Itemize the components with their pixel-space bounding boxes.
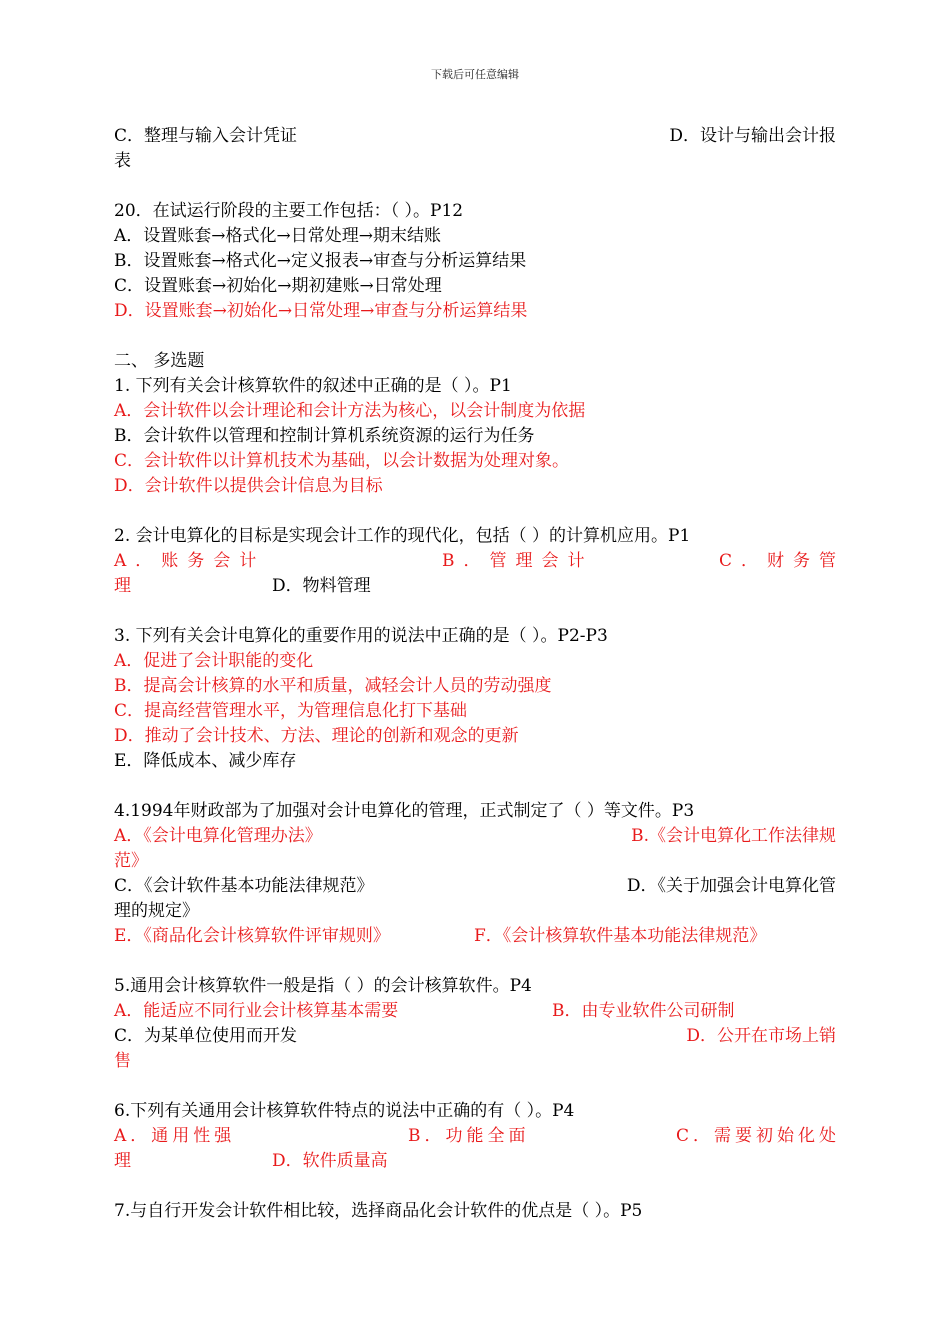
m5-options-row-1 [114, 999, 836, 1024]
q19-option-d-cont: 表 [114, 151, 131, 171]
m5-option-b-answer: B．由专业软件公司研制 [552, 1001, 735, 1021]
m3-option-b-answer: B．提高会计核算的水平和质量，减轻会计人员的劳动强度 [114, 676, 552, 696]
m7-question: 7.与自行开发会计软件相比较，选择商品化会计软件的优点是（ ）。P5 [114, 1201, 643, 1221]
m3-question: 3. 下列有关会计电算化的重要作用的说法中正确的是（ ）。P2-P3 [114, 626, 608, 646]
m6-option-c-cont: 理 [114, 1151, 131, 1171]
m6-option-c-answer: C．需要初始化处 [675, 1126, 840, 1146]
m3-option-e: E．降低成本、减少库存 [114, 751, 297, 771]
m1-option-d-answer: D．会计软件以提供会计信息为目标 [114, 476, 383, 496]
m4-options-row-3 [114, 924, 836, 949]
m6-question: 6.下列有关通用会计核算软件特点的说法中正确的有（ ）。P4 [114, 1101, 575, 1121]
q20-option-a: A．设置账套→格式化→日常处理→期末结账 [114, 226, 442, 246]
m4-question: 4.1994年财政部为了加强对会计电算化的管理，正式制定了（ ）等文件。P3 [114, 801, 695, 821]
m2-option-b-answer: B．管理会计 [442, 551, 594, 571]
m5-option-d-cont: 售 [114, 1051, 131, 1071]
m6-option-a-answer: A．通用性强 [114, 1126, 236, 1146]
m4-option-b-cont: 范》 [114, 851, 148, 871]
m4-option-d: D．《关于加强会计电算化管 [626, 876, 836, 896]
section-heading-multiple-choice: 二、 多选题 [114, 351, 205, 371]
q20-option-d-answer: D．设置账套→初始化→日常处理→审查与分析运算结果 [114, 301, 528, 321]
m6-options-row-2 [114, 1149, 836, 1174]
page-header: 下载后可任意编辑 [431, 68, 519, 81]
m4-option-c: C．《会计软件基本功能法律规范》 [114, 876, 374, 896]
m3-option-a-answer: A．促进了会计职能的变化 [114, 651, 314, 671]
m2-option-a-answer: A．账务会计 [114, 551, 266, 571]
m2-options-row-2 [114, 574, 836, 599]
m6-options-row-1 [114, 1124, 840, 1149]
m4-option-f-answer: F．《会计核算软件基本功能法律规范》 [474, 926, 767, 946]
m5-option-c: C．为某单位使用而开发 [114, 1026, 298, 1046]
m4-options-row-1 [114, 824, 836, 849]
m4-option-a-answer: A．《会计电算化管理办法》 [114, 826, 322, 846]
m5-option-d-answer: D．公开在市场上销 [686, 1026, 836, 1046]
q20-option-c: C．设置账套→初始化→期初建账→日常处理 [114, 276, 442, 296]
m2-options-row [114, 549, 845, 574]
m2-option-d: D．物料管理 [272, 576, 371, 596]
q20-question: 20．在试运行阶段的主要工作包括：（ ）。P12 [114, 201, 464, 221]
q19-options-row [114, 124, 836, 149]
m2-option-c-cont: 理 [114, 576, 131, 596]
q20-option-b: B．设置账套→格式化→定义报表→审查与分析运算结果 [114, 251, 527, 271]
m1-question: 1. 下列有关会计核算软件的叙述中正确的是（ ）。P1 [114, 376, 512, 396]
m2-question: 2. 会计电算化的目标是实现会计工作的现代化，包括（ ）的计算机应用。P1 [114, 526, 691, 546]
m1-option-a-answer: A．会计软件以会计理论和会计方法为核心，以会计制度为依据 [114, 401, 586, 421]
m6-option-d-answer: D．软件质量高 [272, 1151, 388, 1171]
q19-option-d: D．设计与输出会计报 [669, 126, 836, 146]
m3-option-c-answer: C．提高经营管理水平，为管理信息化打下基础 [114, 701, 468, 721]
m4-option-e-answer: E．《商品化会计核算软件评审规则》 [114, 926, 390, 946]
m5-question: 5.通用会计核算软件一般是指（ ）的会计核算软件。P4 [114, 976, 532, 996]
m5-options-row-2 [114, 1024, 836, 1049]
m1-option-b: B．会计软件以管理和控制计算机系统资源的运行为任务 [114, 426, 535, 446]
m3-option-d-answer: D．推动了会计技术、方法、理论的创新和观念的更新 [114, 726, 519, 746]
m5-option-a-answer: A．能适应不同行业会计核算基本需要 [114, 1001, 399, 1021]
m4-option-d-cont: 理的规定》 [114, 901, 199, 921]
m1-option-c-answer: C．会计软件以计算机技术为基础，以会计数据为处理对象。 [114, 451, 570, 471]
m4-option-b-answer: B.《会计电算化工作法律规 [631, 826, 836, 846]
m4-options-row-2 [114, 874, 836, 899]
q19-option-c: C．整理与输入会计凭证 [114, 126, 298, 146]
m2-option-c-answer: C．财务管 [718, 551, 845, 571]
m6-option-b-answer: B．功能全面 [408, 1126, 530, 1146]
document-body [114, 124, 845, 1224]
